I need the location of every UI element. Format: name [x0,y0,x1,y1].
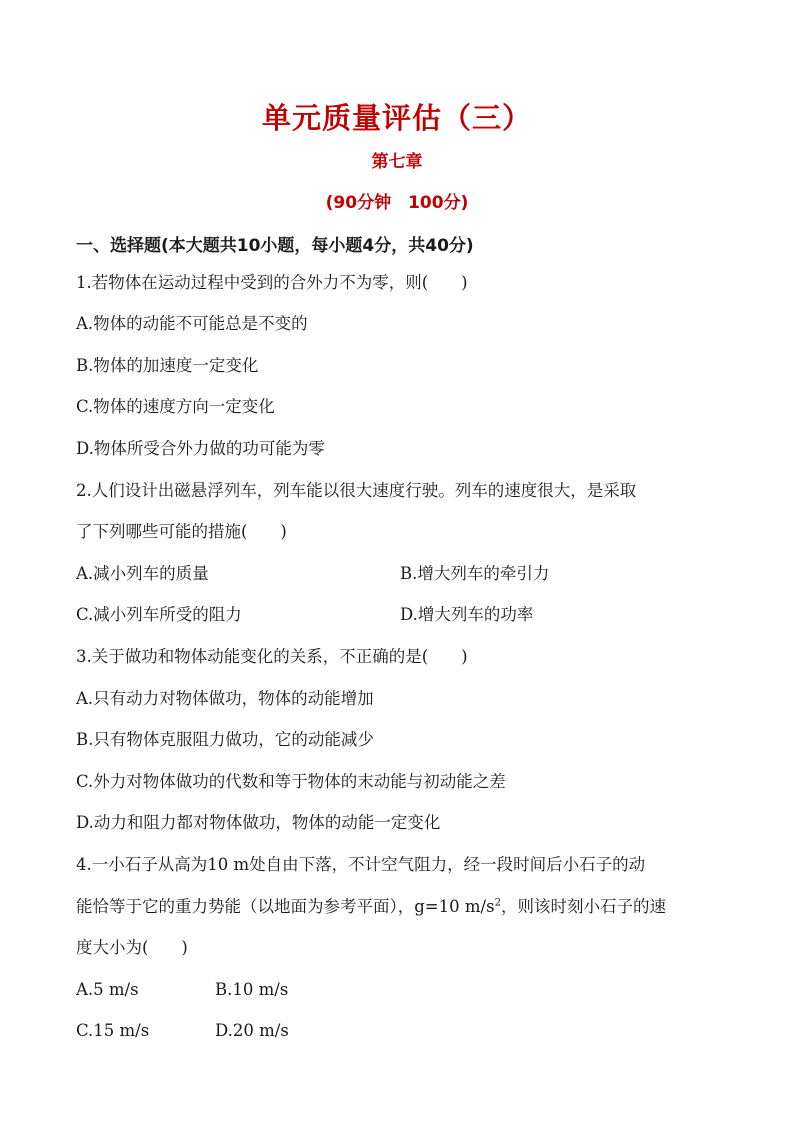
question-3-option-c: C.外力对物体做功的代数和等于物体的末动能与初动能之差 [76,772,506,791]
question-2-option-d: D.增大列车的功率 [400,605,534,624]
question-1-option-c: C.物体的速度方向一定变化 [76,397,275,416]
question-2-stem-line-1: 2.人们设计出磁悬浮列车，列车能以很大速度行驶。列车的速度很大，是采取 [76,481,637,500]
section-heading: 一、选择题(本大题共10小题，每小题4分，共40分) [76,236,474,256]
exam-duration-score: (90分钟 100分) [325,193,469,213]
question-4-stem-line-1: 4.一小石子从高为10 m处自由下落，不计空气阻力，经一段时间后小石子的动 [76,855,646,874]
question-4-stem-line-2-part-a: 能恰等于它的重力势能（以地面为参考平面），g=10 m/s [76,897,495,916]
question-2-option-a: A.减小列车的质量 [76,564,209,583]
question-1-option-d: D.物体所受合外力做的功可能为零 [76,439,325,458]
chapter-subtitle: 第七章 [371,152,423,172]
question-4-option-c: C.15 m/s [76,1021,150,1040]
question-2-option-c: C.减小列车所受的阻力 [76,605,242,624]
question-4-option-a: A.5 m/s [76,980,139,999]
question-4-option-b: B.10 m/s [215,980,289,999]
question-2-option-b: B.增大列车的牵引力 [400,564,550,583]
question-4-option-d: D.20 m/s [215,1021,289,1040]
question-2-stem-line-2: 了下列哪些可能的措施( ) [76,522,287,541]
question-4-stem-line-2-part-b: ，则该时刻小石子的速 [500,897,666,916]
question-1-option-a: A.物体的动能不可能总是不变的 [76,314,308,333]
question-3-option-a: A.只有动力对物体做功，物体的动能增加 [76,689,374,708]
superscript-exponent: 2 [494,897,501,909]
question-1-option-b: B.物体的加速度一定变化 [76,356,259,375]
question-3-option-d: D.动力和阻力都对物体做功，物体的动能一定变化 [76,813,441,832]
question-3-option-b: B.只有物体克服阻力做功，它的动能减少 [76,730,374,749]
question-4-stem-line-3: 度大小为( ) [76,938,188,957]
question-4-stem-line-2 [76,896,666,918]
question-1-stem: 1.若物体在运动过程中受到的合外力不为零，则( ) [76,273,468,292]
question-3-stem: 3.关于做功和物体动能变化的关系，不正确的是( ) [76,647,468,666]
page-title: 单元质量评估（三） [261,101,532,135]
